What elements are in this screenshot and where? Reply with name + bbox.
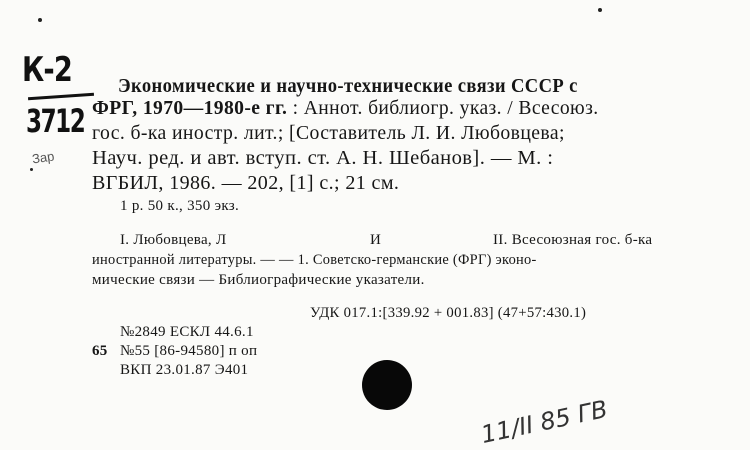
punch-hole: [362, 360, 412, 410]
title-line-2: [92, 97, 599, 120]
ink-speck: [598, 8, 602, 12]
tracing-1b: И: [370, 232, 382, 248]
tracing-1c: II. Всесоюзная гос. б-ка: [493, 232, 653, 248]
faint-stamp: Зар: [31, 148, 56, 167]
title-line-1: Экономические и научно-технические связи СССР с: [118, 75, 578, 97]
shelfmark-bottom: 3712: [26, 102, 85, 140]
vkp-code: ВКП 23.01.87 Э401: [120, 362, 249, 378]
entry-line-4: Науч. ред. и авт. вступ. ст. А. Н. Шебанов]. — М. :: [92, 147, 554, 169]
eskl-code: №2849 ЕСКЛ 44.6.1: [120, 324, 254, 340]
entry-line-5: ВГБИЛ, 1986. — 202, [1] с.; 21 см.: [92, 172, 400, 194]
ink-speck: [38, 18, 42, 22]
shelfmark-divider: [28, 93, 94, 101]
shelfmark-top: К-2: [22, 50, 73, 90]
tracing-line-3: мические связи — Библиографические указатели.: [92, 272, 425, 288]
entry-line-3: гос. б-ка иностр. лит.; [Составитель Л. И. Любовцева;: [92, 122, 565, 144]
tracing-line-2: иностранной литературы. — — 1. Советско-германские (ФРГ) эконо-: [92, 252, 537, 268]
order-prefix: 65: [92, 343, 108, 359]
udk-code: УДК 017.1:[339.92 + 001.83] (47+57:430.1): [310, 305, 587, 321]
title-remainder: : Аннот. библиогр. указ. / Всесоюз.: [292, 97, 599, 119]
title-continuation: ФРГ, 1970—1980-е гг.: [92, 97, 288, 119]
handwritten-note: 11/II 85 ГВ: [478, 394, 610, 450]
tracing-1a: I. Любовцева, Л: [120, 232, 227, 248]
order-number: №55 [86-94580] п оп: [120, 343, 258, 359]
ink-speck: [30, 168, 33, 171]
price-line: 1 р. 50 к., 350 экз.: [120, 198, 239, 214]
